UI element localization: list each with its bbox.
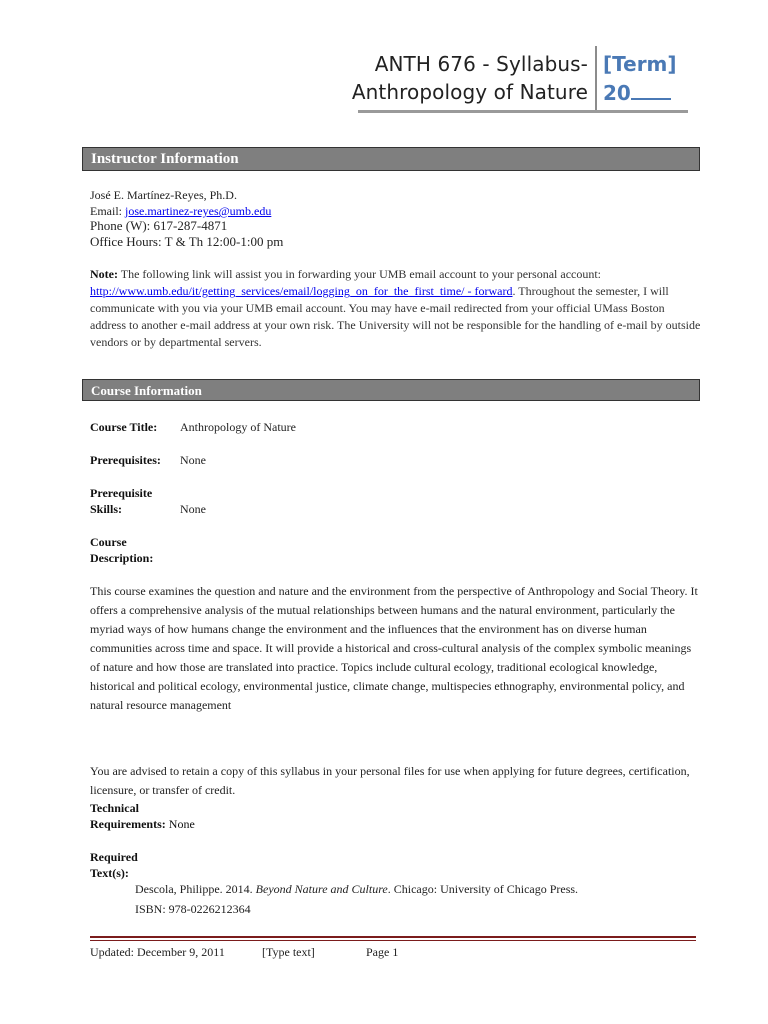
course-section-header: Course Information: [82, 379, 700, 401]
prereq-skills-value: None: [180, 502, 206, 516]
required-text-isbn: ISBN: 978-0226212364: [135, 902, 251, 916]
footer-rule-thin: [90, 940, 696, 941]
course-title-label: Course Title:: [90, 420, 158, 434]
term-year: [603, 78, 677, 107]
prereq-skills-label-line1: Prerequisite: [90, 486, 153, 500]
instructor-phone: Phone (W): 617-287-4871: [90, 218, 228, 233]
course-description: This course examines the question and nature and the environment from the perspective of Anthropology and Social Theory. It offers a comprehensive analysis of the mutual relationships between humans and the natural environment, particularly the myriad ways of how humans change the environment and the influences that the environment has on diverse human communities across time and space. It will provide a historical and cross-cultural analysis of the complex symbolic meanings of nature and how those are translated into practice. Topics include cultural ecology, traditional ecological knowledge, historical and political ecology, environmental justice, climate change, multispecies ethnography, environmental policy, and natural resource management: [90, 584, 698, 712]
texts-label-line1: Required: [90, 850, 138, 864]
instructor-office-hours: Office Hours: T & Th 12:00-1:00 pm: [90, 234, 284, 249]
header-rule: [358, 110, 688, 113]
year-blank: [631, 78, 671, 100]
title-line-2: Anthropology of Nature: [351, 80, 588, 104]
prereq-skills-label: [90, 485, 152, 517]
retain-syllabus-note: You are advised to retain a copy of this syllabus in your personal files for use when applying for future degrees, certification, licensure, or transfer of credit.: [90, 764, 690, 797]
note-text-2: . Throughout the semester, I will communicate with you via your UMB email account. You may have e-mail redirected from your official UMass Boston address to another e-mail address at your own risk. The University will not be responsible for the handling of e-mail by outside vendors or by departmental servers.: [90, 284, 701, 349]
footer-updated: Updated: December 9, 2011: [90, 945, 225, 959]
technical-requirements: [90, 800, 195, 832]
note-label: Note:: [90, 267, 118, 281]
footer-type-text: [Type text]: [262, 945, 315, 959]
instructor-section-header: Instructor Information: [82, 147, 700, 171]
header-divider: [595, 46, 597, 112]
tech-label-line1: Technical: [90, 801, 139, 815]
tech-label-line2: [90, 816, 195, 832]
course-title-value: Anthropology of Nature: [180, 420, 296, 434]
tech-value: None: [165, 817, 195, 831]
footer-rule-thick: [90, 936, 696, 938]
instructor-name: José E. Martínez-Reyes, Ph.D.: [90, 188, 237, 202]
title-line-1: ANTH 676 - Syllabus-: [374, 52, 588, 76]
email-label: Email:: [90, 204, 125, 218]
year-prefix: 20: [603, 81, 631, 105]
term-label: [Term]: [603, 52, 677, 76]
texts-label-line2: Text(s):: [90, 866, 129, 880]
required-text-citation: [135, 881, 700, 897]
note-text-1: The following link will assist you in forwarding your UMB email account to your personal account:: [117, 267, 602, 281]
prerequisites-value: None: [180, 453, 206, 467]
document-title: [352, 50, 588, 106]
course-description-label: [90, 534, 153, 566]
tech-label-text: Requirements:: [90, 817, 166, 831]
term-block: [603, 50, 677, 107]
email-forward-note: [90, 266, 702, 351]
desc-label-line1: Course: [90, 535, 127, 549]
required-texts-label: [90, 849, 138, 881]
citation-title: Beyond Nature and Culture: [255, 882, 388, 896]
instructor-email-line: [90, 203, 271, 219]
prereq-skills-label-line2: Skills:: [90, 502, 123, 516]
email-link[interactable]: jose.martinez-reyes@umb.edu: [125, 204, 272, 218]
forwarding-link[interactable]: http://www.umb.edu/it/getting_services/email/logging_on_for_the_first_time/ - forward: [90, 284, 513, 298]
footer-page-number: Page 1: [366, 945, 399, 959]
citation-publisher: . Chicago: University of Chicago Press.: [387, 882, 579, 896]
citation-author: Descola, Philippe. 2014.: [135, 882, 256, 896]
desc-label-line2: Description:: [90, 551, 154, 565]
prerequisites-label: Prerequisites:: [90, 453, 161, 467]
